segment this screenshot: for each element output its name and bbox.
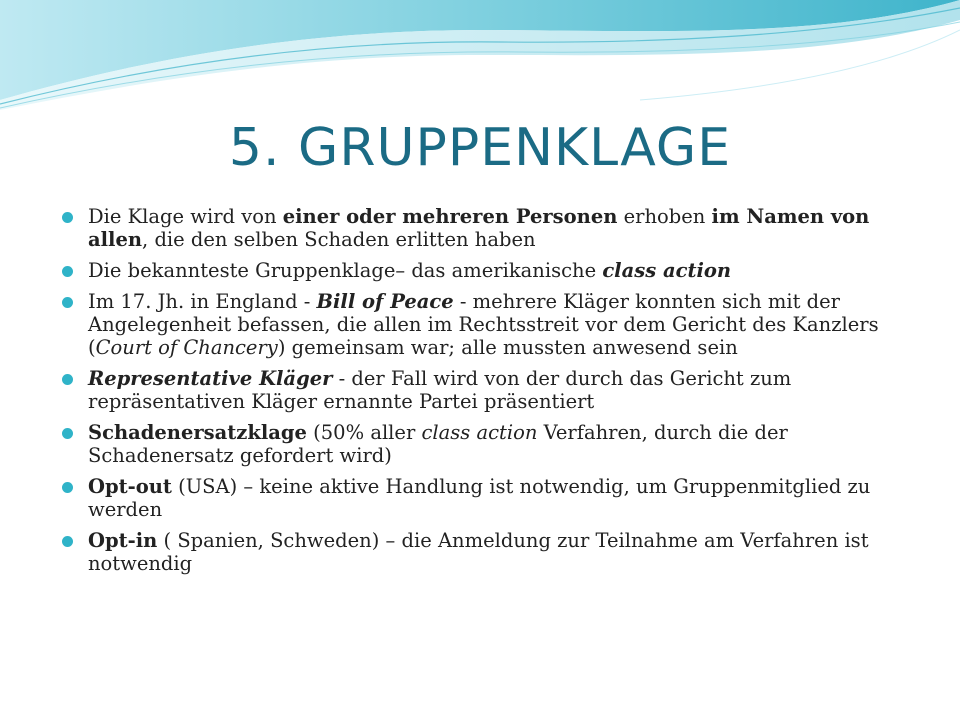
bullet-item (62, 529, 922, 575)
bullet-text-segment: Verfahren, durch die der Schadenersatz gefordert wird) (88, 421, 788, 467)
bullet-dot-icon (62, 266, 73, 277)
bullet-text-segment: Im 17. Jh. in England - (88, 290, 317, 313)
bullet-text-segment: ( Spanien, Schweden) – die Anmeldung zur Teilnahme am Verfahren ist notwendig (88, 529, 869, 575)
bullet-text-segment: Bill of Peace (316, 290, 454, 313)
bullet-text-segment: - der Fall wird von der durch das Gericht zum repräsentativen Kläger ernannte Partei präsentiert (88, 367, 792, 413)
bullet-text-segment: (50% aller (306, 421, 422, 444)
bullet-text-segment: im Namen von allen (88, 205, 870, 251)
bullet-text-segment: Court of Chancery (95, 336, 278, 359)
bullet-text-segment: einer oder mehreren Personen (282, 205, 618, 228)
bullet-dot-icon (62, 297, 73, 308)
bullet-dot-icon (62, 482, 73, 493)
bullet-item (62, 421, 922, 467)
bullet-item (62, 367, 922, 413)
bullet-text-segment: class action (421, 421, 538, 444)
bullet-dot-icon (62, 374, 73, 385)
bullet-text-segment: Die bekannteste Gruppenklage– das amerikanische (88, 259, 603, 282)
bullet-item (62, 259, 922, 282)
bullet-item (62, 475, 922, 521)
bullet-text-segment: - mehrere Kläger konnten sich mit der Angelegenheit befassen, die allen im Rechtsstreit vor dem Gericht des Kanzlers ( (88, 290, 879, 359)
bullet-text-segment: erhoben (617, 205, 712, 228)
bullet-list (62, 205, 922, 583)
header-wave-decoration (0, 0, 960, 130)
bullet-dot-icon (62, 212, 73, 223)
bullet-text-segment: Representative Kläger (88, 367, 333, 390)
bullet-text-segment: , die den selben Schaden erlitten haben (142, 228, 536, 251)
bullet-text-segment: Opt-out (88, 475, 172, 498)
bullet-item (62, 205, 922, 251)
bullet-text-segment: ) gemeinsam war; alle mussten anwesend sein (277, 336, 738, 359)
bullet-item (62, 290, 922, 359)
bullet-text-segment: Schadenersatzklage (88, 421, 307, 444)
bullet-dot-icon (62, 428, 73, 439)
bullet-text-segment: Die Klage wird von (88, 205, 283, 228)
bullet-text-segment: Opt-in (88, 529, 158, 552)
bullet-text-segment: class action (602, 259, 732, 282)
bullet-text-segment: (USA) – keine aktive Handlung ist notwendig, um Gruppenmitglied zu werden (88, 475, 871, 521)
slide-title: 5. GRUPPENKLAGE (228, 118, 732, 178)
bullet-dot-icon (62, 536, 73, 547)
